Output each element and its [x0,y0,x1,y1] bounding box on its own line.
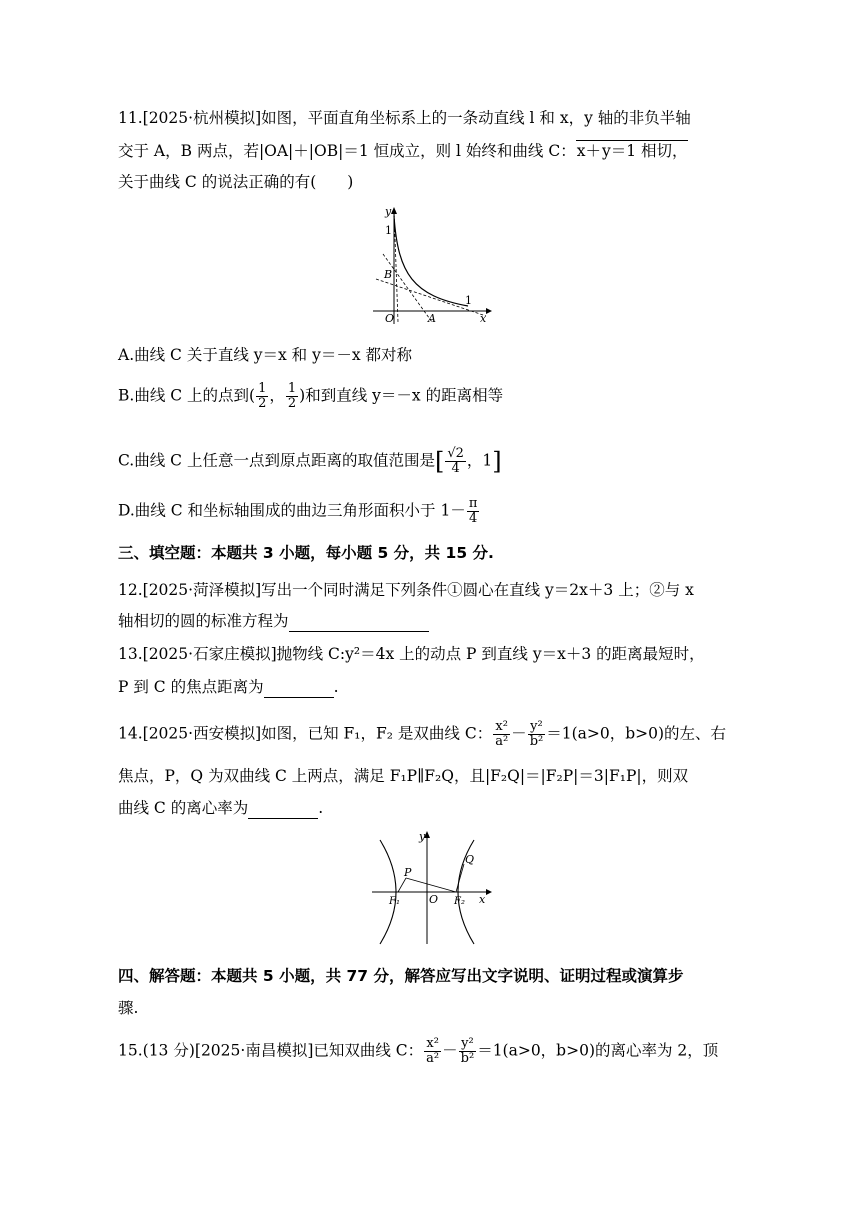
q11-line-1: 11.[2025·杭州模拟]如图，平面直角坐标系上的一条动直线 l 和 x，y 轴的非负半轴 [118,109,691,127]
fig14-O: O [429,893,439,906]
q11-option-a: A.曲线 C 关于直线 y＝x 和 y＝－x 都对称 [118,346,413,364]
frac-x2-a2-q15: $\frac{\text{x²}}{\text{a²}}$ [426,1036,440,1066]
q11-option-d: D.曲线 C 和坐标轴围成的曲边三角形面积小于 1－ $\frac{\pi}{4}$ [118,496,478,526]
q13-answer-blank[interactable] [264,677,334,698]
q14-line-2: 焦点，P，Q 为双曲线 C 上两点，满足 F₁P∥F₂Q，且|F₂Q|＝|F₂P|＝3|F₁P|，则双 [118,767,689,785]
q14-line-3: 曲线 C 的离心率为 . [118,799,324,817]
q14-line-1: 14.[2025·西安模拟]如图，已知 F₁，F₂ 是双曲线 C： $\frac{\text{x²}}{\text{a²}}$ － $\frac{\text{y²}}{\text{b²}}$ ＝1(a>0，b>0)的左、右 [118,719,727,749]
fig14-Q: Q [465,853,475,866]
fig11-x-label: x [480,312,487,324]
q11-option-c: C.曲线 C 上任意一点到原点距离的取值范围是[ $\frac{√2}{4}$ ，1] [118,446,502,476]
frac-half-2: $\frac{1}{2}$ [287,381,297,411]
section-4-line-2: 骤. [118,999,139,1017]
fig11-one-x: 1 [465,294,472,307]
frac-y2-b2-q15: $\frac{\text{y²}}{\text{b²}}$ [460,1036,475,1066]
q13-line-1: 13.[2025·石家庄模拟]抛物线 C:y²＝4x 上的动点 P 到直线 y＝x＋3 的距离最短时， [118,645,705,663]
q11-line-3: 关于曲线 C 的说法正确的有( ) [118,173,354,191]
fig14-F1: F₁ [389,896,400,907]
frac-x2-a2: $\frac{\text{x²}}{\text{a²}}$ [495,719,509,749]
section-3-heading: 三、填空题：本题共 3 小题，每小题 5 分，共 15 分. [118,544,494,562]
fig11-B: B [384,268,393,281]
section-4-line-1: 四、解答题：本题共 5 小题，共 77 分，解答应写出文字说明、证明过程或演算步 [118,967,684,985]
q15-line-1: 15.(13 分)[2025·南昌模拟]已知双曲线 C： $\frac{\text{x²}}{\text{a²}}$ － $\frac{\text{y²}}{\text{b²}}$ ＝1(a>0，b>0)的离心率为 2，顶 [118,1036,719,1066]
fig11-A: A [428,312,436,324]
fig14-P: P [404,866,412,879]
fig14-x-label: x [479,893,486,906]
sqrt-y: y＝1 相切， [601,142,688,160]
q14-figure [370,828,494,946]
q12-line-1: 12.[2025·菏泽模拟]写出一个同时满足下列条件①圆心在直线 y＝2x＋3 上；②与 x [118,581,694,599]
frac-sqrt2-4: $\frac{√2}{4}$ [447,446,464,476]
q11-figure [368,204,492,324]
fig11-y-label: y [385,205,392,218]
q12-line-2: 轴相切的圆的标准方程为 [118,611,429,632]
q11-line-2: 交于 A，B 两点，若|OA|＋|OB|＝1 恒成立，则 l 始终和曲线 C：x＋y＝1 相切， [118,142,688,160]
fig14-y-label: y [419,830,426,843]
q11-option-b: B.曲线 C 上的点到( $\frac{1}{2}$ ， $\frac{1}{2}$ )和到直线 y＝－x 的距离相等 [118,381,504,411]
frac-y2-b2: $\frac{\text{y²}}{\text{b²}}$ [529,719,544,749]
q12-answer-blank[interactable] [289,611,429,632]
q13-line-2: P 到 C 的焦点距离为 . [118,678,339,696]
sqrt-x: x＋ [576,142,601,160]
fig11-O: O [385,312,395,324]
fig11-one-y: 1 [385,224,392,237]
q14-answer-blank[interactable] [248,798,318,819]
frac-half-1: $\frac{1}{2}$ [258,381,267,411]
frac-pi-4: $\frac{\pi}{4}$ [468,496,478,526]
fig14-F2: F₂ [454,896,465,907]
